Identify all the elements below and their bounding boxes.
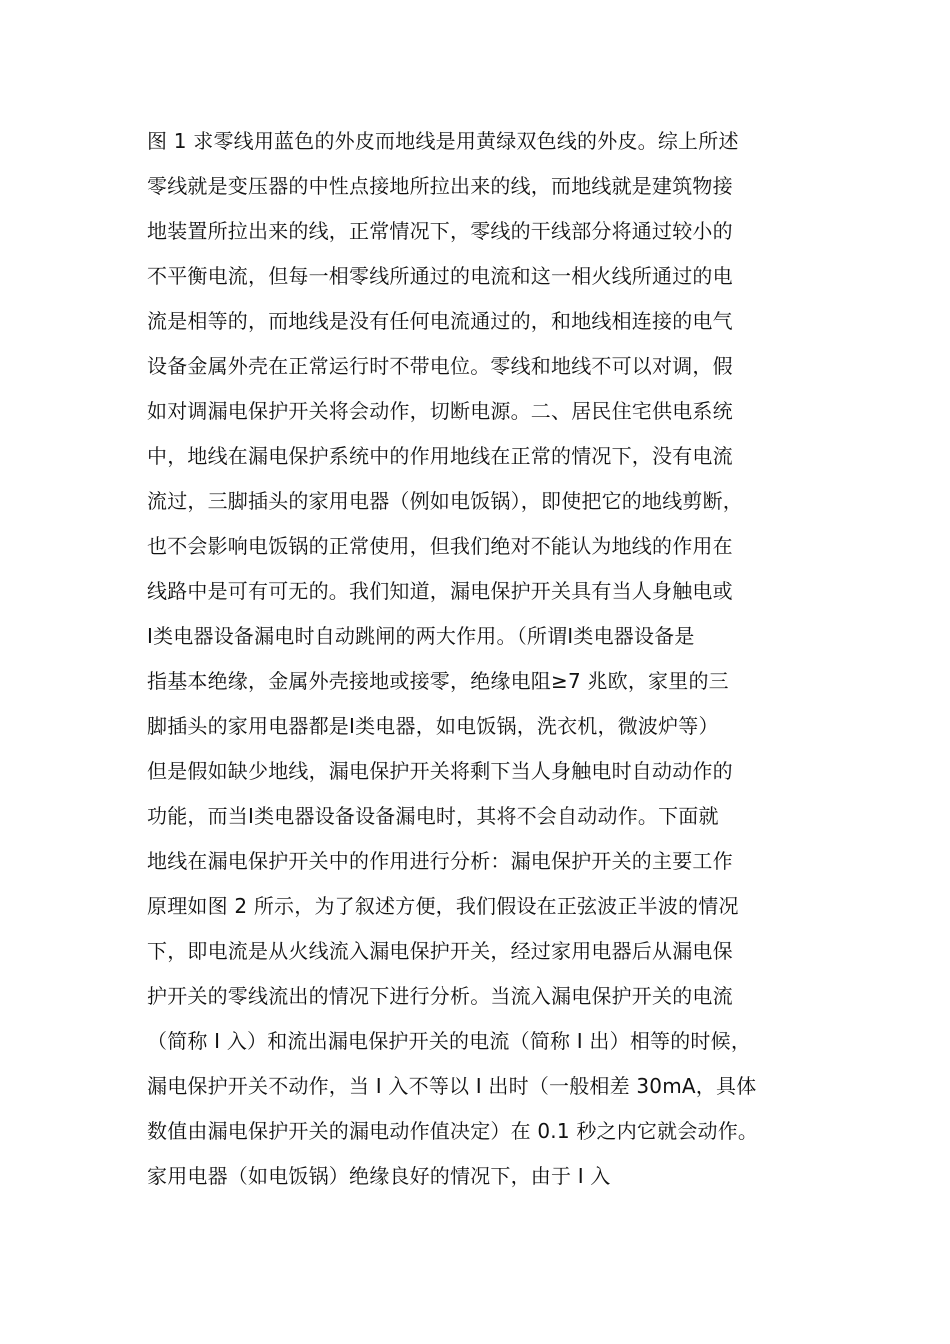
text-line: 设备金属外壳在正常运行时不带电位。零线和地线不可以对调，假 (147, 354, 733, 378)
text-line: 零线就是变压器的中性点接地所拉出来的线，而地线就是建筑物接 (147, 174, 733, 198)
text-line: 图 1 求零线用蓝色的外皮而地线是用黄绿双色线的外皮。综上所述 (147, 129, 739, 153)
text-line: 家用电器（如电饭锅）绝缘良好的情况下，由于 I 入 (147, 1164, 611, 1188)
text-line: 地线在漏电保护开关中的作用进行分析：漏电保护开关的主要工作 (147, 849, 733, 873)
text-line: Ⅰ类电器设备漏电时自动跳闸的两大作用。（所谓Ⅰ类电器设备是 (147, 624, 695, 648)
text-line: 功能，而当Ⅰ类电器设备设备漏电时，其将不会自动动作。下面就 (147, 804, 719, 828)
text-line: 指基本绝缘，金属外壳接地或接零，绝缘电阻≥7 兆欧，家里的三 (147, 669, 729, 693)
text-line: 流过，三脚插头的家用电器（例如电饭锅），即使把它的地线剪断， (147, 489, 743, 513)
text-line: 如对调漏电保护开关将会动作，切断电源。二、居民住宅供电系统 (147, 399, 733, 423)
text-line: 但是假如缺少地线，漏电保护开关将剩下当人身触电时自动动作的 (147, 759, 733, 783)
text-line: 线路中是可有可无的。我们知道，漏电保护开关具有当人身触电或 (147, 579, 733, 603)
text-line: 脚插头的家用电器都是Ⅰ类电器，如电饭锅，洗衣机，微波炉等） (147, 714, 719, 738)
text-line: 地装置所拉出来的线，正常情况下，零线的干线部分将通过较小的 (147, 219, 733, 243)
text-line: 原理如图 2 所示，为了叙述方便，我们假设在正弦波正半波的情况 (147, 894, 739, 918)
text-line: 也不会影响电饭锅的正常使用，但我们绝对不能认为地线的作用在 (147, 534, 733, 558)
text-line: （简称 I 入）和流出漏电保护开关的电流（简称 I 出）相等的时候， (147, 1029, 752, 1053)
text-line: 流是相等的，而地线是没有任何电流通过的，和地线相连接的电气 (147, 309, 733, 333)
text-line: 不平衡电流，但每一相零线所通过的电流和这一相火线所通过的电 (147, 264, 733, 288)
text-line: 中，地线在漏电保护系统中的作用地线在正常的情况下，没有电流 (147, 444, 733, 468)
text-line: 护开关的零线流出的情况下进行分析。当流入漏电保护开关的电流 (147, 984, 733, 1008)
text-line: 数值由漏电保护开关的漏电动作值决定）在 0.1 秒之内它就会动作。 (147, 1119, 759, 1143)
text-line: 漏电保护开关不动作，当 I 入不等以 I 出时（一般相差 30mA，具体 (147, 1074, 757, 1098)
text-line: 下，即电流是从火线流入漏电保护开关，经过家用电器后从漏电保 (147, 939, 733, 963)
body-text (147, 119, 847, 1199)
